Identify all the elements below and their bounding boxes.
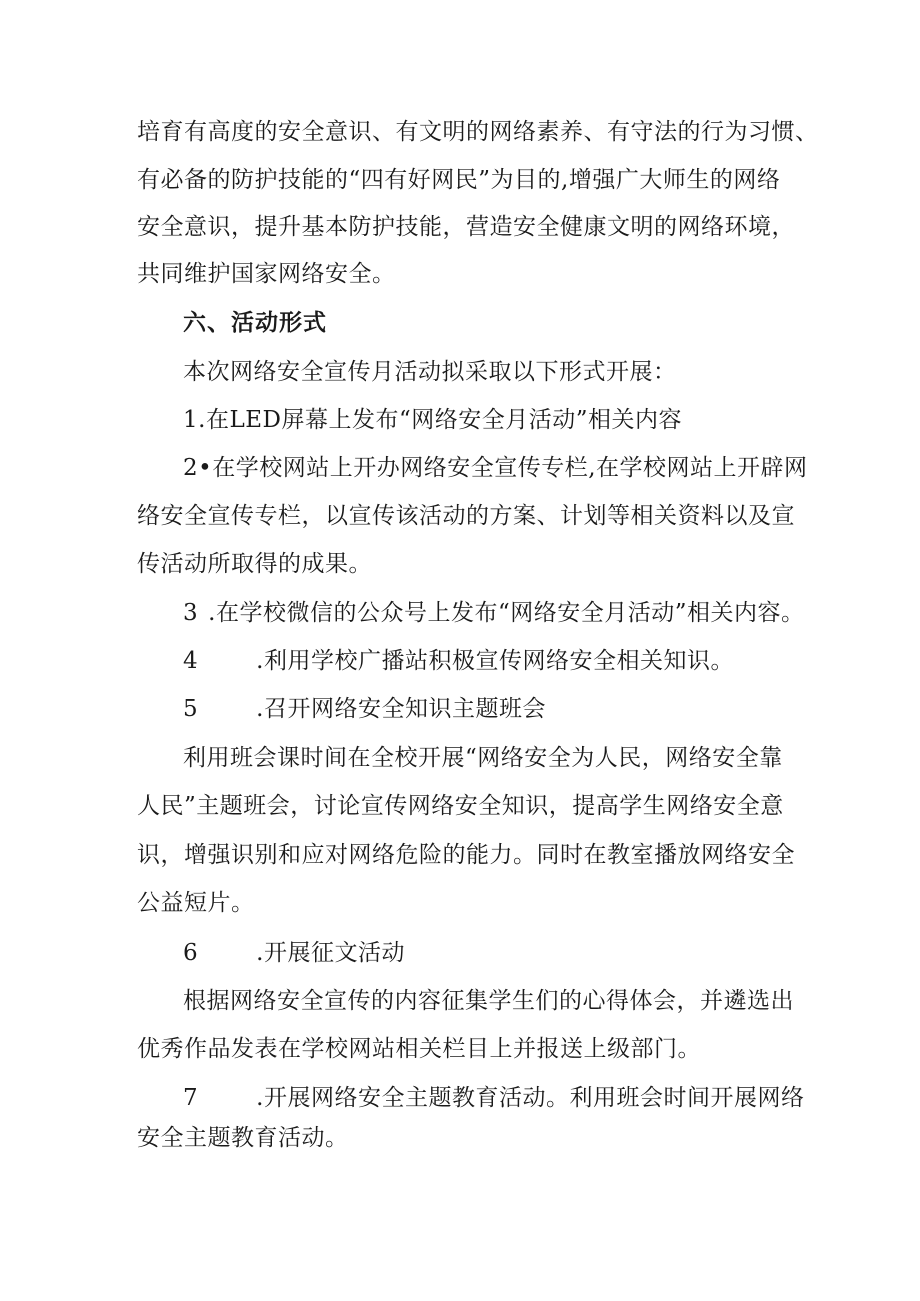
section-heading: 六、活动形式 — [183, 310, 327, 336]
item-5-text: .召开网络安全知识主题班会 — [256, 696, 546, 722]
item-2-line-1: 2•在学校网站上开办网络安全宣传专栏,在学校网站上开辟网 — [183, 455, 808, 481]
item-3 — [183, 598, 804, 628]
item-7-continuation: 安全主题教育活动。 — [137, 1125, 349, 1151]
para1-line-3: 安全意识，提升基本防护技能，营造安全健康文明的网络环境， — [137, 214, 795, 240]
para1-line-1: 培育有高度的安全意识、有文明的网络素养、有守法的行为习惯、 — [137, 119, 819, 145]
item-3-number: 3 — [183, 600, 199, 626]
item-4-number: 4 — [183, 648, 199, 674]
item-6-body-line-1: 根据网络安全宣传的内容征集学生们的心得体会，并遴选出 — [183, 988, 794, 1014]
item-6-body-line-2: 优秀作品发表在学校网站相关栏目上并报送上级部门。 — [137, 1036, 701, 1062]
item-5-body-line-3: 识，增强识别和应对网络危险的能力。同时在教室播放网络安全 — [137, 842, 795, 868]
item-2-line-2: 络安全宣传专栏，以宣传该活动的方案、计划等相关资料以及宣 — [137, 503, 795, 529]
intro-text: 本次网络安全宣传月活动拟采取以下形式开展： — [183, 359, 677, 385]
item-3-text: .在学校微信的公众号上发布“网络安全月活动”相关内容。 — [208, 600, 805, 626]
item-4-text: .利用学校广播站积极宣传网络安全相关知识。 — [256, 648, 734, 674]
item-2-line-3: 传活动所取得的成果。 — [137, 551, 372, 577]
item-5-body-line-1: 利用班会课时间在全校开展“网络安全为人民，网络安全靠 — [183, 745, 783, 771]
item-7-number: 7 — [183, 1085, 199, 1111]
item-5-number: 5 — [183, 696, 199, 722]
item-1: 1.在LED屏幕上发布“网络安全月活动”相关内容 — [183, 407, 682, 433]
para1-line-2: 有必备的防护技能的“四有好网民”为目的,增强广大师生的网络 — [137, 167, 781, 193]
item-5 — [183, 694, 546, 724]
item-6 — [183, 938, 405, 968]
item-7-text: .开展网络安全主题教育活动。利用班会时间开展网络 — [256, 1085, 805, 1111]
item-4 — [183, 646, 734, 676]
item-5-body-line-4: 公益短片。 — [137, 890, 255, 916]
item-6-text: .开展征文活动 — [256, 940, 405, 966]
item-5-body-line-2: 人民”主题班会，讨论宣传网络安全知识，提高学生网络安全意 — [137, 793, 784, 819]
item-6-number: 6 — [183, 940, 199, 966]
para1-line-4: 共同维护国家网络安全。 — [137, 261, 396, 287]
item-7 — [183, 1083, 804, 1113]
